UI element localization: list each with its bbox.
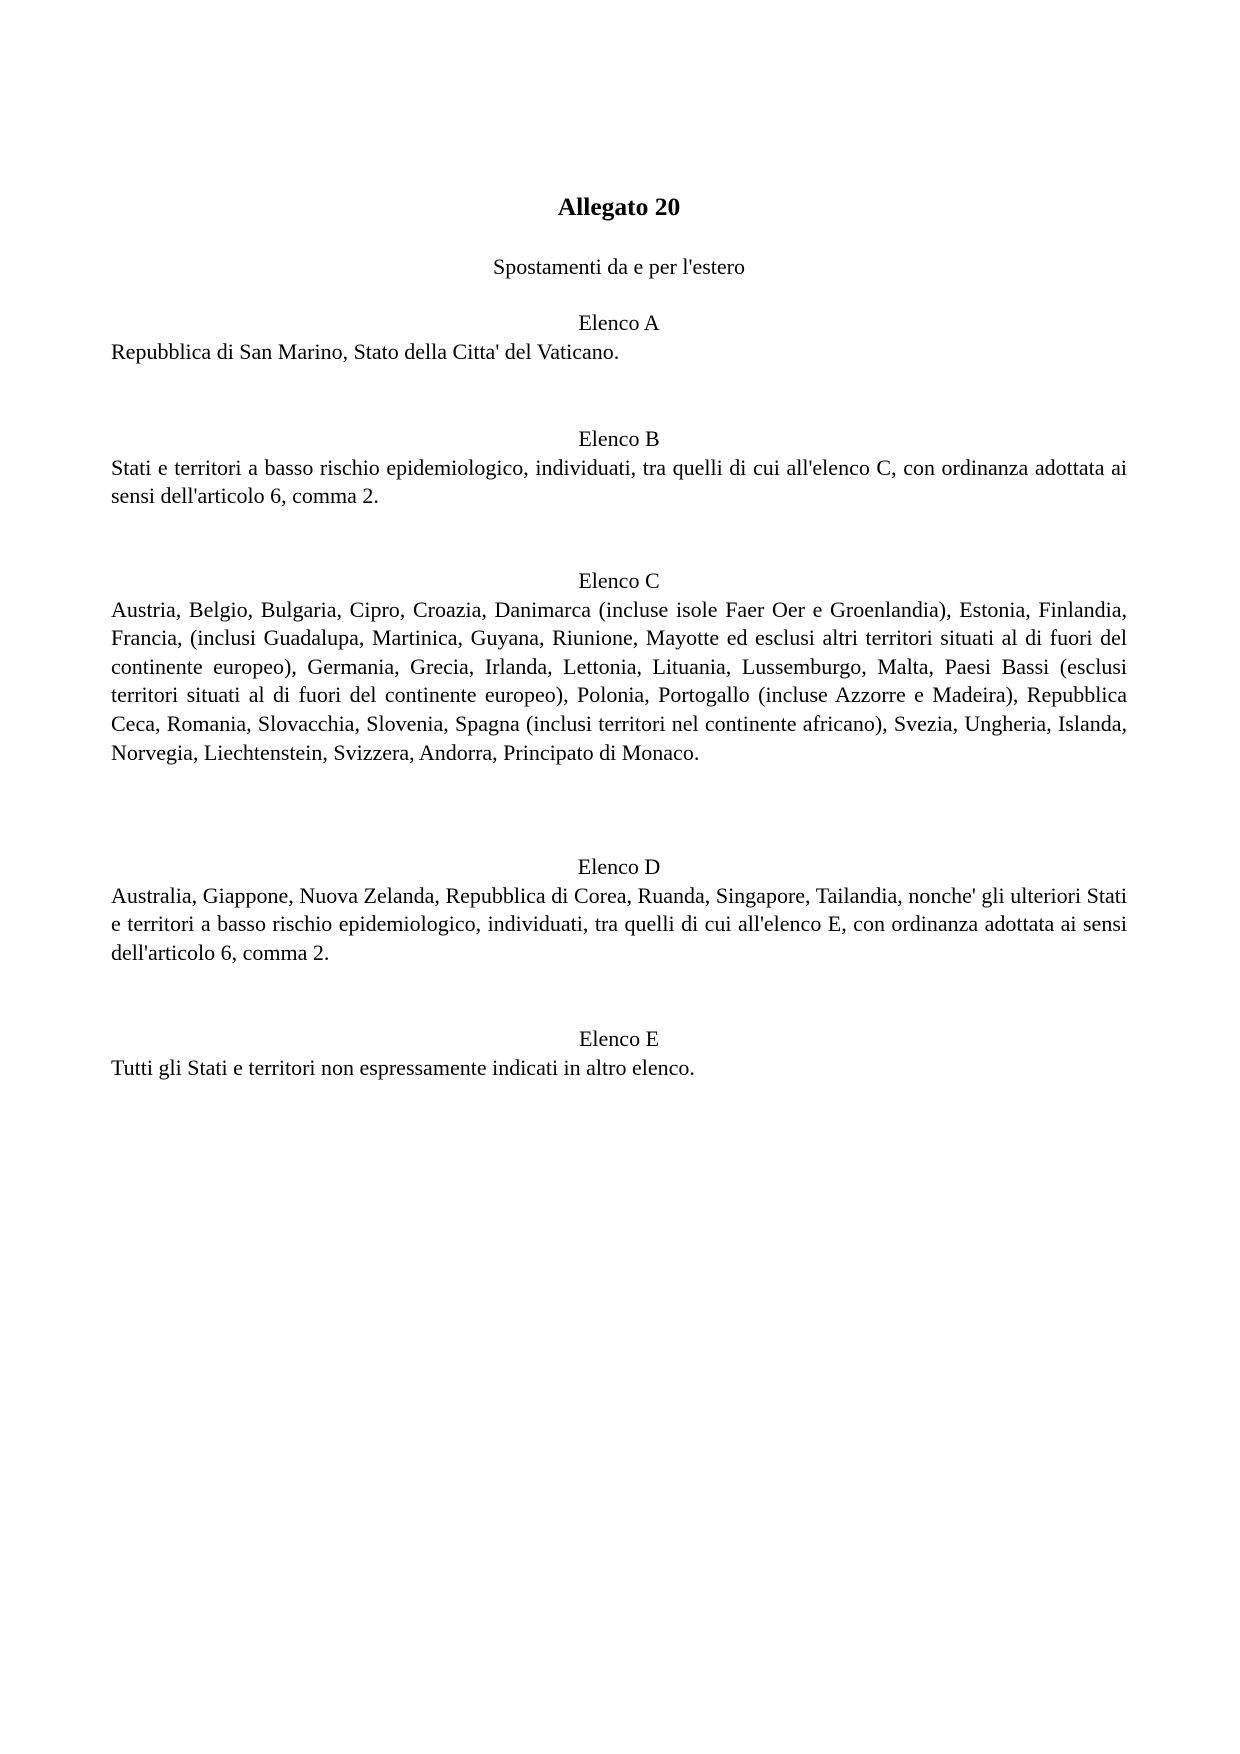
section-body: Austria, Belgio, Bulgaria, Cipro, Croazia, Danimarca (incluse isole Faer Oer e Groenlandia), Estonia, Finlandia, Francia, (inclusi Guadalupa, Martinica, Guyana, Riunione, Mayotte ed esclusi altri territori situati al di fuori del continente europeo), Germania, Grecia, Irlanda, Lettonia, Lituania, Lussemburgo, Malta, Paesi Bassi (esclusi territori situati al di fuori del continente europeo), Polonia, Portogallo (incluse Azzorre e Madeira), Repubblica Ceca, Romania, Slovacchia, Slovenia, Spagna (inclusi territori nel continente africano), Svezia, Ungheria, Islanda, Norvegia, Liechtenstein, Svizzera, Andorra, Principato di Monaco. bbox=[111, 596, 1127, 765]
section-body: Stati e territori a basso rischio epidemiologico, individuati, tra quelli di cui all'elenco C, con ordinanza adottata ai sensi dell'articolo 6, comma 2. bbox=[111, 454, 1127, 509]
section-elenco-d bbox=[111, 853, 1127, 967]
section-body: Repubblica di San Marino, Stato della Citta' del Vaticano. bbox=[111, 338, 620, 364]
document-title: Allegato 20 bbox=[557, 192, 681, 221]
section-heading: Elenco E bbox=[578, 1026, 660, 1051]
section-elenco-a bbox=[111, 309, 1127, 366]
section-elenco-b bbox=[111, 425, 1127, 511]
section-body: Australia, Giappone, Nuova Zelanda, Repubblica di Corea, Ruanda, Singapore, Tailandia, nonche' gli ulteriori Stati e territori a basso rischio epidemiologico, individuati, tra quelli di cui all'elenco E, con ordinanza adottata ai sensi dell'articolo 6, comma 2. bbox=[111, 882, 1127, 965]
section-heading: Elenco D bbox=[577, 854, 661, 879]
section-body: Tutti gli Stati e territori non espressamente indicati in altro elenco. bbox=[111, 1054, 695, 1080]
section-heading: Elenco B bbox=[578, 426, 660, 451]
section-elenco-e bbox=[111, 1025, 1127, 1082]
section-elenco-c bbox=[111, 567, 1127, 767]
section-heading: Elenco C bbox=[578, 568, 660, 593]
section-heading: Elenco A bbox=[578, 310, 660, 335]
document-subtitle: Spostamenti da e per l'estero bbox=[492, 254, 745, 279]
